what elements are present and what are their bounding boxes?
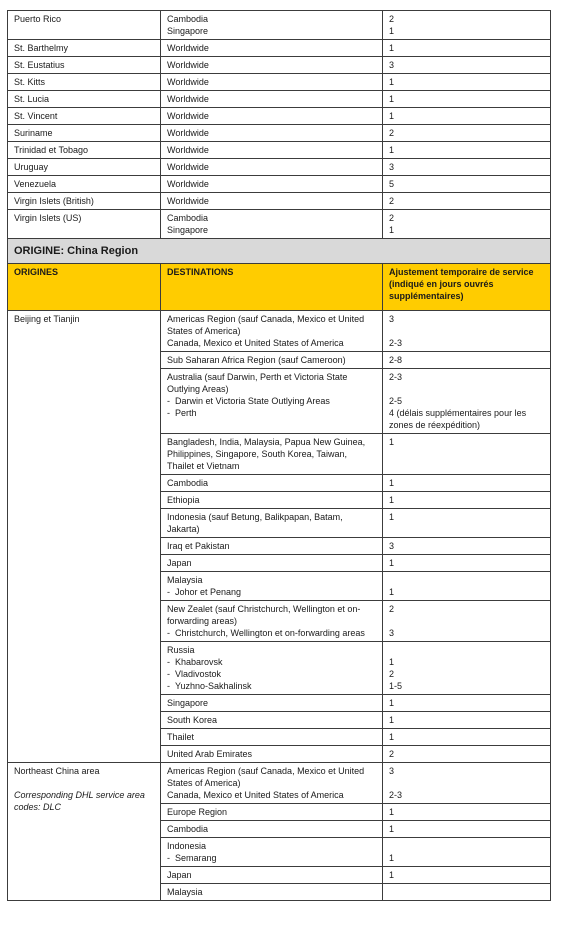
destination-line: Indonesia xyxy=(167,841,207,851)
adjustment-cell xyxy=(383,884,551,901)
destination-cell: Europe Region xyxy=(161,804,383,821)
destination-subitem: - Yuzhno-Sakhalinsk xyxy=(167,680,376,692)
origin-cell: St. Kitts xyxy=(8,74,161,91)
header-adjustment: Ajustement temporaire de service (indiqué en jours ouvrés supplémentaires) xyxy=(383,264,551,311)
table-row xyxy=(8,210,551,239)
table-row xyxy=(8,193,551,210)
destination-subitem: - Perth xyxy=(167,407,376,419)
adjustment-value: 2 xyxy=(389,604,395,614)
adjustment-cell xyxy=(383,838,551,867)
table-row xyxy=(8,142,551,159)
destination-line: Worldwide xyxy=(167,111,209,121)
adjustment-value: 1 xyxy=(389,587,395,597)
origin-cell: Puerto Rico xyxy=(8,11,161,40)
column-header-row xyxy=(8,264,551,311)
table-row xyxy=(8,763,551,804)
adjustment-cell: 2 xyxy=(383,746,551,763)
header-origins: ORIGINES xyxy=(8,264,161,311)
destination-cell xyxy=(161,74,383,91)
adjustment-value: 1 xyxy=(389,853,395,863)
adjustment-cell xyxy=(383,57,551,74)
adjustment-cell xyxy=(383,11,551,40)
section-title: ORIGINE: China Region xyxy=(8,239,551,264)
table-row xyxy=(8,40,551,57)
adjustment-value: 1 xyxy=(389,94,395,104)
adjustment-cell: 1 xyxy=(383,804,551,821)
origin-cell: Suriname xyxy=(8,125,161,142)
destination-cell xyxy=(161,311,383,352)
destination-line: Worldwide xyxy=(167,43,209,53)
destination-cell: Bangladesh, India, Malaysia, Papua New Guinea, Philippines, Singapore, South Korea, Taiwan, Thailet et Vietnam xyxy=(161,434,383,475)
origin-cell: Virgin Islets (US) xyxy=(8,210,161,239)
adjustment-cell: 1 xyxy=(383,555,551,572)
adjustment-value: 2-5 xyxy=(389,396,403,406)
origin-cell: St. Barthelmy xyxy=(8,40,161,57)
destination-cell xyxy=(161,763,383,804)
adjustment-cell: 3 xyxy=(383,538,551,555)
destination-line: Worldwide xyxy=(167,128,209,138)
destination-line: Singapore xyxy=(167,225,209,235)
destination-line: Worldwide xyxy=(167,77,209,87)
adjustment-value: 2-3 xyxy=(389,372,403,382)
destination-line: Worldwide xyxy=(167,162,209,172)
adjustment-value: 1 xyxy=(389,77,395,87)
adjustment-cell xyxy=(383,642,551,695)
table-row xyxy=(8,176,551,193)
destination-cell xyxy=(161,838,383,867)
destination-cell: Indonesia (sauf Betung, Balikpapan, Batam, Jakarta) xyxy=(161,509,383,538)
top-rows xyxy=(8,11,551,239)
adjustment-value: 1-5 xyxy=(389,681,403,691)
origin-cell: Venezuela xyxy=(8,176,161,193)
destination-cell xyxy=(161,193,383,210)
adjustment-cell: 1 xyxy=(383,867,551,884)
adjustment-cell xyxy=(383,369,551,434)
table-row xyxy=(8,108,551,125)
adjustment-value: 3 xyxy=(389,766,395,776)
origin-note: Corresponding DHL service area codes: DLC xyxy=(14,790,145,812)
origin-cell: Virgin Islets (British) xyxy=(8,193,161,210)
adjustment-cell xyxy=(383,91,551,108)
adjustment-cell xyxy=(383,311,551,352)
destination-cell: Japan xyxy=(161,555,383,572)
destination-line: Worldwide xyxy=(167,60,209,70)
destination-cell: Singapore xyxy=(161,695,383,712)
destination-line: Worldwide xyxy=(167,196,209,206)
destination-line: Cambodia xyxy=(167,213,209,223)
destination-line: New Zealet (sauf Christchurch, Wellington et on-forwarding areas) xyxy=(167,604,361,626)
adjustment-cell: 1 xyxy=(383,492,551,509)
destination-line: Worldwide xyxy=(167,94,209,104)
destination-cell: Sub Saharan Africa Region (sauf Cameroon) xyxy=(161,352,383,369)
adjustment-value: 2 xyxy=(389,669,395,679)
adjustment-cell: 1 xyxy=(383,821,551,838)
destination-cell xyxy=(161,125,383,142)
destination-cell xyxy=(161,176,383,193)
table-row xyxy=(8,57,551,74)
destination-line: Canada, Mexico et United States of America xyxy=(167,790,344,800)
adjustment-value: 2 xyxy=(389,14,395,24)
adjustment-cell xyxy=(383,572,551,601)
adjustment-cell: 1 xyxy=(383,509,551,538)
adjustment-value: 1 xyxy=(389,657,395,667)
destination-line: Cambodia xyxy=(167,14,209,24)
adjustment-value: 1 xyxy=(389,43,395,53)
destination-line: Americas Region (sauf Canada, Mexico et United States of America) xyxy=(167,314,365,336)
destination-subitem: - Christchurch, Wellington et on-forwarding areas xyxy=(167,627,376,639)
table-row xyxy=(8,159,551,176)
destination-cell xyxy=(161,210,383,239)
destination-cell: Thailet xyxy=(161,729,383,746)
destination-line: Russia xyxy=(167,645,195,655)
table-row xyxy=(8,74,551,91)
destination-subitem: - Khabarovsk xyxy=(167,656,376,668)
adjustment-value: 4 (délais supplémentaires pour les zones de réexpédition) xyxy=(389,408,527,430)
destination-cell xyxy=(161,642,383,695)
adjustment-cell: 2-8 xyxy=(383,352,551,369)
adjustment-cell: 1 xyxy=(383,729,551,746)
destination-line: Malaysia xyxy=(167,575,203,585)
adjustment-cell xyxy=(383,108,551,125)
table-row xyxy=(8,91,551,108)
adjustment-cell xyxy=(383,159,551,176)
destination-line: Americas Region (sauf Canada, Mexico et United States of America) xyxy=(167,766,365,788)
destination-cell: Japan xyxy=(161,867,383,884)
destination-line: Australia (sauf Darwin, Perth et Victoria State Outlying Areas) xyxy=(167,372,348,394)
origin-cell xyxy=(8,311,161,763)
destination-cell xyxy=(161,142,383,159)
adjustment-cell: 1 xyxy=(383,475,551,492)
adjustment-value: 2-3 xyxy=(389,790,403,800)
origin-name: Beijing et Tianjin xyxy=(14,314,80,324)
adjustment-value: 1 xyxy=(389,111,395,121)
section-header-row xyxy=(8,239,551,264)
destination-cell: Ethiopia xyxy=(161,492,383,509)
origin-cell: St. Vincent xyxy=(8,108,161,125)
destination-line: Canada, Mexico et United States of America xyxy=(167,338,344,348)
adjustment-cell xyxy=(383,176,551,193)
adjustment-cell xyxy=(383,193,551,210)
adjustment-value: 3 xyxy=(389,60,395,70)
adjustment-value: 1 xyxy=(389,225,395,235)
origin-name: Northeast China area xyxy=(14,766,100,776)
table-row xyxy=(8,11,551,40)
adjustment-value: 3 xyxy=(389,162,395,172)
destination-cell: United Arab Emirates xyxy=(161,746,383,763)
adjustment-cell xyxy=(383,74,551,91)
header-destinations: DESTINATIONS xyxy=(161,264,383,311)
service-adjustment-table xyxy=(7,10,551,901)
destination-cell: Malaysia xyxy=(161,884,383,901)
destination-cell xyxy=(161,57,383,74)
destination-cell: South Korea xyxy=(161,712,383,729)
destination-cell xyxy=(161,601,383,642)
adjustment-value: 5 xyxy=(389,179,395,189)
destination-cell xyxy=(161,572,383,601)
destination-line: Worldwide xyxy=(167,179,209,189)
adjustment-value: 3 xyxy=(389,314,395,324)
origin-cell xyxy=(8,763,161,901)
adjustment-cell: 1 xyxy=(383,712,551,729)
adjustment-value: 2 xyxy=(389,213,395,223)
adjustment-cell xyxy=(383,142,551,159)
destination-cell: Iraq et Pakistan xyxy=(161,538,383,555)
destination-subitem: - Darwin et Victoria State Outlying Areas xyxy=(167,395,376,407)
destination-subitem: - Semarang xyxy=(167,852,376,864)
table-row xyxy=(8,311,551,352)
destination-cell: Cambodia xyxy=(161,475,383,492)
origin-cell: St. Eustatius xyxy=(8,57,161,74)
adjustment-value: 1 xyxy=(389,26,395,36)
table-row xyxy=(8,125,551,142)
adjustment-value: 3 xyxy=(389,628,395,638)
adjustment-cell: 1 xyxy=(383,695,551,712)
origin-cell: Uruguay xyxy=(8,159,161,176)
destination-line: Worldwide xyxy=(167,145,209,155)
destination-cell xyxy=(161,91,383,108)
adjustment-cell xyxy=(383,763,551,804)
destination-cell: Cambodia xyxy=(161,821,383,838)
adjustment-cell xyxy=(383,601,551,642)
destination-subitem: - Johor et Penang xyxy=(167,586,376,598)
adjustment-cell xyxy=(383,210,551,239)
destination-cell xyxy=(161,108,383,125)
destination-cell xyxy=(161,11,383,40)
destination-subitem: - Vladivostok xyxy=(167,668,376,680)
destination-cell xyxy=(161,369,383,434)
adjustment-value: 1 xyxy=(389,145,395,155)
adjustment-value: 2 xyxy=(389,196,395,206)
destination-cell xyxy=(161,159,383,176)
origin-cell: St. Lucia xyxy=(8,91,161,108)
destination-line: Singapore xyxy=(167,26,209,36)
adjustment-value: 2-3 xyxy=(389,338,403,348)
adjustment-cell xyxy=(383,125,551,142)
origin-cell: Trinidad et Tobago xyxy=(8,142,161,159)
adjustment-cell xyxy=(383,40,551,57)
adjustment-value: 2 xyxy=(389,128,395,138)
adjustment-cell: 1 xyxy=(383,434,551,475)
destination-cell xyxy=(161,40,383,57)
